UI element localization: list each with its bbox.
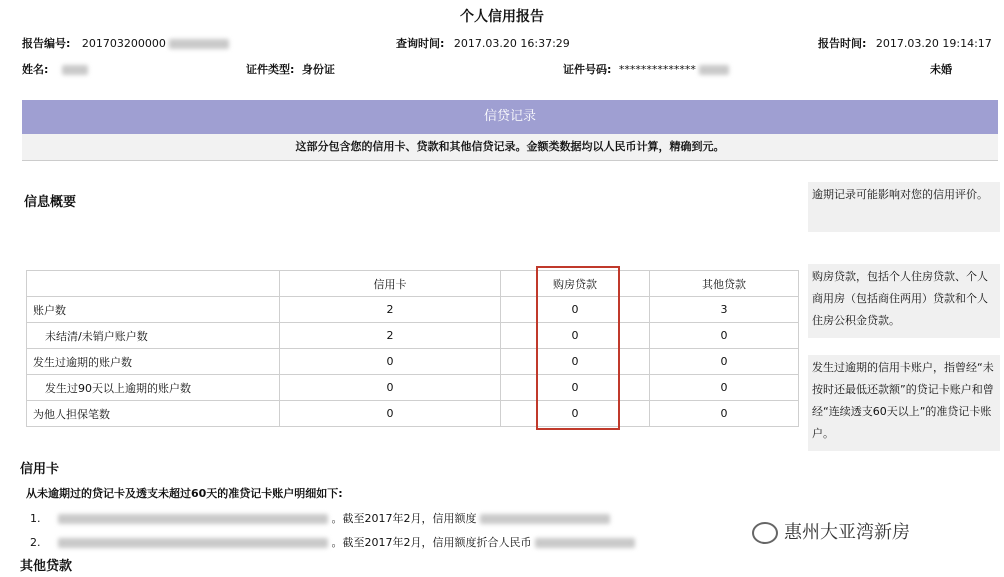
credit-card-title: 信用卡: [20, 462, 60, 477]
report-no-label: 报告编号:: [22, 37, 71, 50]
table-row: [27, 323, 799, 349]
side-note-overdue-card: 发生过逾期的信用卡账户，指曾经“未按时还最低还款额”的贷记卡账户和曾经“连续透支60天以上”的准贷记卡账户。: [808, 355, 1000, 451]
list-item-text: 。截至2017年2月，信用额度: [331, 512, 477, 525]
side-note-mortgage: 购房贷款，包括个人住房贷款、个人商用房（包括商住两用）贷款和个人住房公积金贷款。: [808, 264, 1000, 338]
table-cell: 3: [650, 297, 799, 323]
redacted-block: [169, 39, 229, 49]
table-cell: 0: [650, 349, 799, 375]
table-cell: 0: [501, 323, 650, 349]
table-header: 购房贷款: [501, 271, 650, 297]
wechat-icon: [752, 522, 778, 544]
list-item: [30, 534, 635, 550]
report-time-value: 2017.03.20 19:14:17: [875, 37, 992, 50]
table-row: [27, 349, 799, 375]
id-number: [563, 61, 729, 77]
query-time: [396, 35, 570, 51]
row-label: 发生过90天以上逾期的账户数: [27, 375, 280, 401]
row-label: 未结清/未销户账户数: [27, 323, 280, 349]
id-type-value: 身份证: [301, 63, 335, 76]
row-label: 发生过逾期的账户数: [27, 349, 280, 375]
table-row: [27, 401, 799, 427]
id-no-value: **************: [618, 63, 696, 76]
report-no-value: 201703200000: [81, 37, 166, 50]
other-loans-title: 其他贷款: [20, 559, 73, 574]
table-cell: 0: [280, 349, 501, 375]
redacted-block: [699, 65, 729, 75]
row-label: 为他人担保笔数: [27, 401, 280, 427]
credit-record-banner: 信贷记录: [22, 100, 998, 134]
table-cell: 0: [501, 297, 650, 323]
id-type: [246, 61, 335, 77]
report-time: [818, 35, 992, 51]
redacted-block: [535, 538, 635, 548]
redacted-block: [58, 514, 328, 524]
watermark-text: 惠州大亚湾新房: [784, 522, 910, 543]
overview-title: 信息概要: [24, 195, 77, 210]
list-item-text: 。截至2017年2月，信用额度折合人民币: [331, 536, 532, 549]
table-cell: 0: [501, 349, 650, 375]
row-label: 账户数: [27, 297, 280, 323]
list-item: [30, 510, 610, 526]
table-cell: 0: [501, 401, 650, 427]
mortgage-column-highlight: [536, 266, 620, 430]
table-cell: 0: [280, 401, 501, 427]
table-row: [27, 297, 799, 323]
table-row: [27, 375, 799, 401]
query-time-value: 2017.03.20 16:37:29: [453, 37, 570, 50]
table-cell: 2: [280, 323, 501, 349]
table-cell: 0: [280, 375, 501, 401]
redacted-block: [58, 538, 328, 548]
name-field: [22, 61, 88, 77]
list-item-number: 1.: [30, 512, 41, 525]
table-header: 信用卡: [280, 271, 501, 297]
side-note-overdue: 逾期记录可能影响对您的信用评价。: [808, 182, 1000, 232]
list-item-number: 2.: [30, 536, 41, 549]
id-no-label: 证件号码:: [563, 63, 612, 76]
table-cell: 0: [650, 401, 799, 427]
table-cell: 0: [501, 375, 650, 401]
report-title: 个人信用报告: [460, 9, 544, 25]
table-header-row: [27, 271, 799, 297]
summary-table: [26, 270, 799, 427]
report-time-label: 报告时间:: [818, 37, 867, 50]
table-cell: 0: [650, 375, 799, 401]
watermark: [752, 518, 910, 544]
marital-status: 未婚: [930, 63, 952, 76]
table-header: 其他贷款: [650, 271, 799, 297]
name-label: 姓名:: [22, 63, 49, 76]
id-type-label: 证件类型:: [246, 63, 295, 76]
report-number: [22, 35, 229, 51]
redacted-block: [480, 514, 610, 524]
credit-card-subtitle: 从未逾期过的贷记卡及透支未超过60天的准贷记卡账户明细如下:: [26, 487, 343, 500]
table-header: [27, 271, 280, 297]
table-cell: 2: [280, 297, 501, 323]
credit-record-notice: 这部分包含您的信用卡、贷款和其他信贷记录。金额类数据均以人民币计算，精确到元。: [22, 134, 998, 161]
table-cell: 0: [650, 323, 799, 349]
query-time-label: 查询时间:: [396, 37, 445, 50]
redacted-block: [62, 65, 88, 75]
